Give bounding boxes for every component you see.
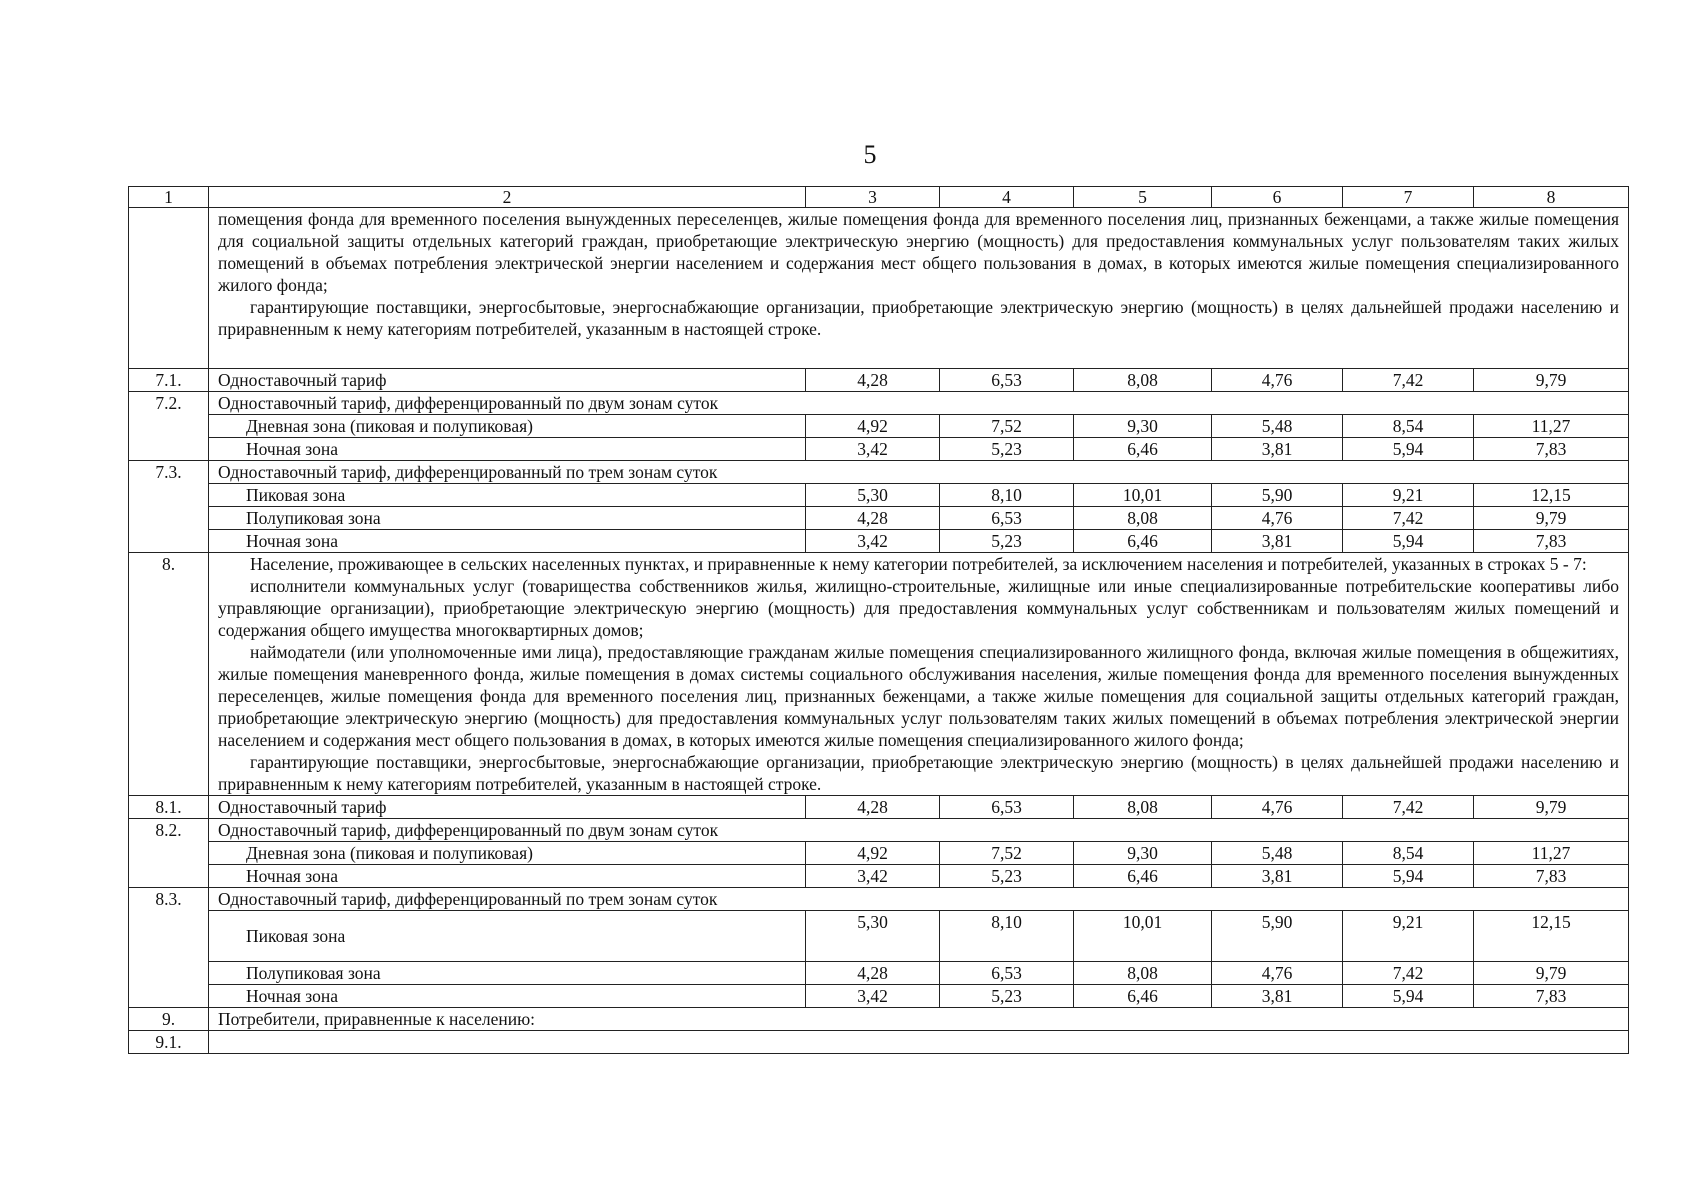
paragraph: исполнители коммунальных услуг (товарищества собственников жилья, жилищно-строительные, жилищные или иные специализированные потребительские кооперативы либо управляющие организации), приобретающие электрическую энергию (мощность) для предоставления коммунальных услуг собственникам и пользователям жилых помещений и содержания общего имущества многоквартирных домов; [218,576,1619,640]
paragraph: Население, проживающее в сельских населенных пунктах, и приравненные к нему категории потребителей, за исключением населения и потребителей, указанных в строках 5 - 7: [250,554,1587,574]
value-cell: 7,83 [1474,985,1629,1008]
value-cell: 5,23 [940,985,1074,1008]
value-cell: 7,42 [1343,507,1474,530]
table-row [129,438,1629,461]
row-number [129,208,209,369]
value-cell: 3,81 [1212,865,1343,888]
description-cell [209,553,1629,796]
value-cell: 3,42 [806,985,940,1008]
header-cell: 2 [209,187,806,208]
table-row [129,842,1629,865]
value-cell: 5,23 [940,865,1074,888]
value-cell: 9,79 [1474,796,1629,819]
value-cell: 9,30 [1074,415,1212,438]
value-cell: 4,76 [1212,507,1343,530]
row-label: Полупиковая зона [209,962,806,985]
page-number: 5 [863,140,877,169]
value-cell: 9,30 [1074,842,1212,865]
row-label [209,1031,1629,1054]
value-cell: 5,30 [806,484,940,507]
value-cell: 7,42 [1343,962,1474,985]
row-label: Пиковая зона [209,911,806,962]
value-cell: 9,79 [1474,369,1629,392]
row-number: 7.2. [129,392,209,461]
table-row [129,507,1629,530]
description-cell [209,208,1629,369]
row-number: 9.1. [129,1031,209,1054]
row-label: Полупиковая зона [209,507,806,530]
value-cell: 7,52 [940,842,1074,865]
row-number: 8. [129,553,209,796]
row-number: 7.1. [129,369,209,392]
header-cell: 6 [1212,187,1343,208]
table-row [129,865,1629,888]
value-cell: 7,83 [1474,865,1629,888]
table-row [129,888,1629,911]
value-cell: 7,52 [940,415,1074,438]
value-cell: 6,46 [1074,530,1212,553]
table-row [129,484,1629,507]
value-cell: 6,53 [940,507,1074,530]
paragraph: наймодатели (или уполномоченные ими лица), предоставляющие гражданам жилые помещения специализированного жилищного фонда, включая жилые помещения в общежитиях, жилые помещения маневренного фонда, жилые помещения в домах системы социального обслуживания населения, жилые помещения фонда для временного поселения вынужденных переселенцев, жилые помещения фонда для временного поселения лиц, признанных беженцами, а также жилые помещения для социальной защиты отдельных категорий граждан, приобретающие электрическую энергию (мощность) для предоставления коммунальных услуг пользователям таких жилых помещений в объемах потребления электрической энергии населением и содержания мест общего пользования в домах, в которых имеются жилые помещения специализированного жилого фонда; [218,642,1619,750]
value-cell: 6,53 [940,796,1074,819]
value-cell: 7,83 [1474,530,1629,553]
value-cell: 8,10 [940,911,1074,962]
row-label: Потребители, приравненные к населению: [209,1008,1629,1031]
table-row [129,985,1629,1008]
value-cell: 11,27 [1474,842,1629,865]
value-cell: 8,08 [1074,369,1212,392]
row-number: 9. [129,1008,209,1031]
value-cell: 5,30 [806,911,940,962]
row-label: Ночная зона [209,985,806,1008]
value-cell: 6,53 [940,369,1074,392]
value-cell: 4,92 [806,415,940,438]
value-cell: 4,76 [1212,796,1343,819]
value-cell: 3,42 [806,438,940,461]
value-cell: 10,01 [1074,911,1212,962]
row-number: 8.3. [129,888,209,1008]
row-label: Ночная зона [209,865,806,888]
value-cell: 4,92 [806,842,940,865]
header-cell: 5 [1074,187,1212,208]
header-cell: 1 [129,187,209,208]
row-number: 8.1. [129,796,209,819]
value-cell: 8,08 [1074,962,1212,985]
row-label: Пиковая зона [209,484,806,507]
table-row [129,415,1629,438]
header-cell: 4 [940,187,1074,208]
value-cell: 4,28 [806,507,940,530]
value-cell: 5,94 [1343,865,1474,888]
table-row [129,1008,1629,1031]
row-label: Ночная зона [209,530,806,553]
table-row [129,208,1629,369]
header-cell: 7 [1343,187,1474,208]
row-label: Одноставочный тариф [209,796,806,819]
row-label: Одноставочный тариф, дифференцированный по трем зонам суток [209,888,1629,911]
table-row [129,530,1629,553]
value-cell: 8,08 [1074,796,1212,819]
value-cell: 8,54 [1343,415,1474,438]
value-cell: 5,94 [1343,438,1474,461]
value-cell: 6,46 [1074,438,1212,461]
row-label: Дневная зона (пиковая и полупиковая) [209,415,806,438]
value-cell: 8,54 [1343,842,1474,865]
value-cell: 12,15 [1474,484,1629,507]
value-cell: 7,42 [1343,796,1474,819]
value-cell: 5,23 [940,438,1074,461]
value-cell: 4,28 [806,796,940,819]
value-cell: 5,90 [1212,911,1343,962]
value-cell: 5,23 [940,530,1074,553]
value-cell: 3,81 [1212,985,1343,1008]
value-cell: 5,48 [1212,842,1343,865]
table-row [129,911,1629,962]
value-cell: 9,79 [1474,507,1629,530]
value-cell: 9,79 [1474,962,1629,985]
value-cell: 11,27 [1474,415,1629,438]
row-label: Одноставочный тариф, дифференцированный по трем зонам суток [209,461,1629,484]
paragraph: помещения фонда для временного поселения вынужденных переселенцев, жилые помещения фонда для временного поселения лиц, признанных беженцами, а также жилые помещения для социальной защиты отдельных категорий граждан, приобретающие электрическую энергию (мощность) для предоставления коммунальных услуг пользователям таких жилых помещений в объемах потребления электрической энергии населением и содержания мест общего пользования в домах, в которых имеются жилые помещения специализированного жилого фонда; [218,209,1619,295]
paragraph: гарантирующие поставщики, энергосбытовые, энергоснабжающие организации, приобретающие электрическую энергию (мощность) в целях дальнейшей продажи населению и приравненным к нему категориям потребителей, указанным в настоящей строке. [218,752,1619,794]
row-label: Одноставочный тариф, дифференцированный по двум зонам суток [209,819,1629,842]
value-cell: 5,48 [1212,415,1343,438]
table-row [129,796,1629,819]
row-label: Одноставочный тариф, дифференцированный по двум зонам суток [209,392,1629,415]
value-cell: 9,21 [1343,484,1474,507]
value-cell: 4,76 [1212,369,1343,392]
table-row [129,392,1629,415]
value-cell: 3,42 [806,530,940,553]
value-cell: 9,21 [1343,911,1474,962]
value-cell: 5,94 [1343,530,1474,553]
value-cell: 5,94 [1343,985,1474,1008]
value-cell: 7,42 [1343,369,1474,392]
value-cell: 3,81 [1212,438,1343,461]
value-cell: 7,83 [1474,438,1629,461]
value-cell: 4,28 [806,962,940,985]
table-row [129,461,1629,484]
table-header-row [129,187,1629,208]
header-cell: 3 [806,187,940,208]
table-row [129,553,1629,796]
paragraph: гарантирующие поставщики, энергосбытовые, энергоснабжающие организации, приобретающие электрическую энергию (мощность) в целях дальнейшей продажи населению и приравненным к нему категориям потребителей, указанным в настоящей строке. [218,297,1619,339]
table-row [129,1031,1629,1054]
value-cell: 6,46 [1074,985,1212,1008]
row-number: 8.2. [129,819,209,888]
value-cell: 12,15 [1474,911,1629,962]
row-number: 7.3. [129,461,209,553]
value-cell: 3,81 [1212,530,1343,553]
table-row [129,962,1629,985]
tariff-table [128,186,1629,1054]
value-cell: 4,28 [806,369,940,392]
header-cell: 8 [1474,187,1629,208]
value-cell: 3,42 [806,865,940,888]
row-label: Одноставочный тариф [209,369,806,392]
value-cell: 5,90 [1212,484,1343,507]
table-row [129,369,1629,392]
table-row [129,819,1629,842]
value-cell: 10,01 [1074,484,1212,507]
value-cell: 8,08 [1074,507,1212,530]
value-cell: 6,46 [1074,865,1212,888]
row-label: Ночная зона [209,438,806,461]
row-label: Дневная зона (пиковая и полупиковая) [209,842,806,865]
value-cell: 4,76 [1212,962,1343,985]
value-cell: 8,10 [940,484,1074,507]
value-cell: 6,53 [940,962,1074,985]
